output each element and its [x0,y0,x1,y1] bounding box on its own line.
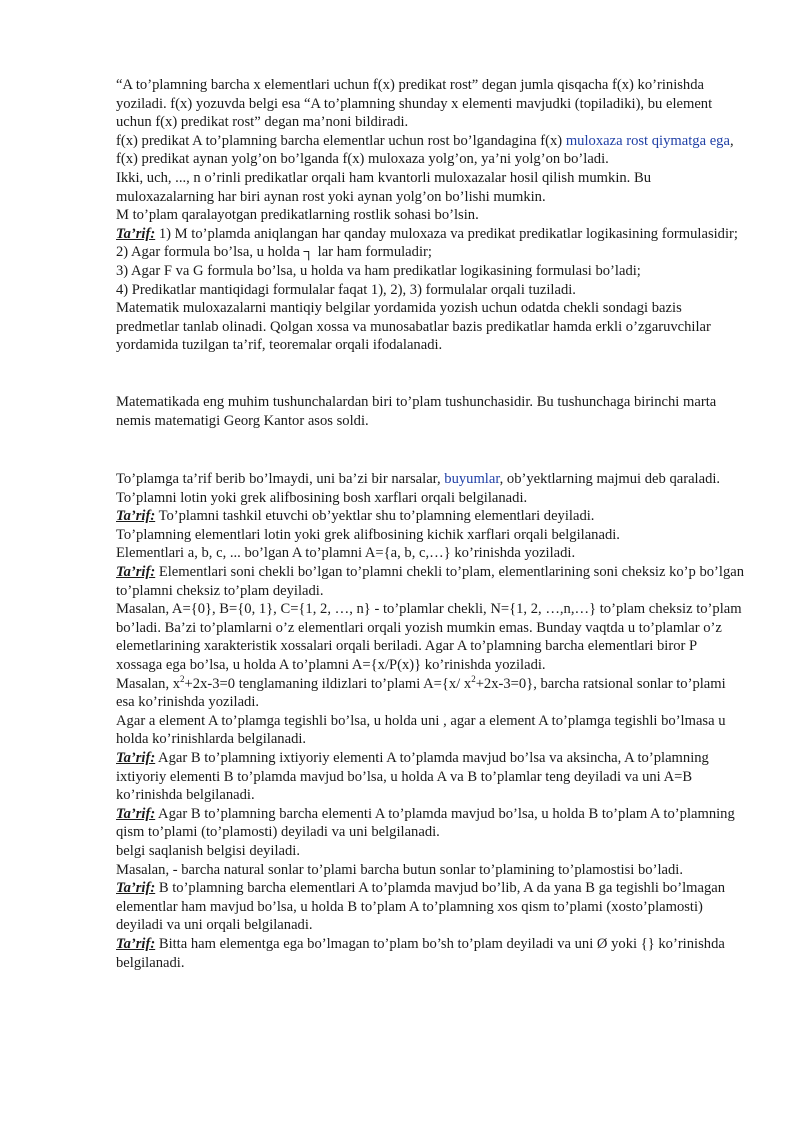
tarif-label: Ta’rif: [116,225,156,242]
spacer [116,355,746,393]
paragraph-11 [116,470,746,489]
text: 2) Agar formula bo’lsa, u holda [116,244,304,261]
tarif-label: Ta’rif: [116,935,156,952]
paragraph-14: To’plamning elementlari lotin yoki grek alifbosining kichik xarflari orqali belgilanadi. [116,526,620,543]
text: To’plamni tashkil etuvchi ob’yektlar shu to’plamning elementlari deyiladi. [155,508,595,525]
paragraph-9: Matematik muloxazalarni mantiqiy belgilar yordamida yozish uchun odatda chekli sondagi bazis predmetlar tanlab olinadi. Qolgan xossa va munosabatlar bazis predikatlar hamda erkli o’zgaruvchilar yordamida tuzilgan ta’rif, teoremalar orqali ifodalanadi. [116,300,711,354]
text: Masalan, x [116,675,181,692]
paragraph-6 [116,243,746,262]
paragraph-13 [116,507,746,526]
link-buyumlar[interactable]: buyumlar [444,471,500,488]
text: Agar B to’plamning ixtiyoriy elementi A to’plamda mavjud bo’lsa va aksincha, A to’plamning ixtiyoriy elementi B to’plamda mavjud bo’lsa, u holda A va B to’plamlar teng deyiladi va uni A=B ko’rinishda belgilanadi. [116,750,709,804]
paragraph-19: Agar a element A to’plamga tegishli bo’lsa, u holda uni , agar a element A to’plamga tegishli bo’lmasa u holda ko’rinishlarda belgilanadi. [116,712,726,748]
paragraph-17: Masalan, A={0}, B={0, 1}, C={1, 2, …, n} - to’plamlar chekli, N={1, 2, …,n,…} to’plam cheksiz to’plam bo’ladi. Ba’zi to’plamlarni o’z elementlari orqali yozish mumkin emas. Bunday vaqtda u to’plamlar o’z elemetlarining xarakteristik xossalari orqali beriladi. Agar A to’plamning barcha elementlari biror P xossaga ega bo’lsa, u holda A to’plamni A={x/P(x)} ko’rinishda yoziladi. [116,601,742,674]
tarif-label: Ta’rif: [116,805,156,822]
text: Elementlari soni chekli bo’lgan to’plamni chekli to’plam, elementlarining soni cheksiz ko’p bo’lgan to’plamni cheksiz to’plam deyiladi. [116,564,745,599]
negation-symbol: ┐ [303,244,314,261]
text: B to’plamning barcha elementlari A to’plamda mavjud bo’lib, A da yana B ga tegishli bo’lmagan elementlar ham mavjud bo’lsa, u holda B to’plam A to’plamning xos qism to’plami (xosto’plamosti) deyiladi va uni orqali belgilanadi. [116,880,726,934]
text: f(x) predikat A to’plamning barcha elementlar uchun rost bo’lgandagina f(x) [116,132,566,149]
text: Agar B to’plamning barcha elementi A to’plamda mavjud bo’lsa, u holda B to’plam A to’plamning qism to’plami (to’plamosti) deyiladi va uni belgilanadi. [116,805,735,841]
text: , ob’yektlarning majmui deb qaraladi. [499,471,721,488]
text: Bitta ham elementga ega bo’lmagan to’plam bo’sh to’plam deyiladi va uni Ø yoki {} ko’rinishda belgilanadi. [116,935,725,971]
paragraph-4: M to’plam qaralayotgan predikatlarning rostlik sohasi bo’lsin. [116,207,479,224]
paragraph-23: Masalan, - barcha natural sonlar to’plami barcha butun sonlar to’plamining to’plamostisi bo’ladi. [116,861,683,878]
text: , f(x) predikat aynan yolg’on bo’lganda f(x) muloxaza yolg’on, ya’ni yolg’on bo’ladi. [116,132,734,168]
superscript: 2 [180,673,185,684]
paragraph-12: To’plamni lotin yoki grek alifbosining bosh xarflari orqali belgilanadi. [116,489,528,506]
paragraph-21 [116,805,746,842]
paragraph-7: 3) Agar F va G formula bo’lsa, u holda va ham predikatlar logikasining formulasi bo’ladi; [116,262,641,279]
paragraph-24 [116,879,746,935]
paragraph-10: Matematikada eng muhim tushunchalardan biri to’plam tushunchasidir. Bu tushunchaga birinchi marta nemis matematigi Georg Kantor asos soldi. [116,393,717,429]
paragraph-2 [116,132,746,169]
text: To’plamga ta’rif berib bo’lmaydi, uni ba’zi bir narsalar, [116,471,445,488]
text: +2x-3=0}, barcha ratsional sonlar to’plami esa ko’rinishda yoziladi. [116,675,726,711]
paragraph-5 [116,225,746,244]
tarif-label: Ta’rif: [116,880,156,897]
tarif-label: Ta’rif: [116,508,156,525]
paragraph-15: Elementlari a, b, c, ... bo’lgan A to’plamni A={a, b, c,…} ko’rinishda yoziladi. [116,545,576,562]
text: lar ham formuladir; [314,244,432,261]
paragraph-8: 4) Predikatlar mantiqidagi formulalar faqat 1), 2), 3) formulalar orqali tuziladi. [116,281,576,298]
tarif-label: Ta’rif: [116,564,156,581]
paragraph-3: Ikki, uch, ..., n o’rinli predikatlar orqali ham kvantorli muloxazalar hosil qilish mumkin. Bu muloxazalarning har biri aynan rost yoki aynan yolg’on bo’lishi mumkin. [116,169,652,205]
text: +2x-3=0 tenglamaning ildizlari to’plami A={x/ x [184,675,472,692]
paragraph-1: “A to’plamning barcha x elementlari uchun f(x) predikat rost” degan jumla qisqacha f(x) ko’rinishda yoziladi. f(x) yozuvda belgi esa “A to’plamning shunday x elementi mavjudki (topiladiki), bu element uchun f(x) predikat rost” degan ma’noni bildiradi. [116,77,713,131]
paragraph-25 [116,935,746,972]
spacer [116,430,746,470]
paragraph-16 [116,563,746,600]
paragraph-18 [116,675,746,712]
paragraph-20 [116,749,746,805]
tarif-label: Ta’rif: [116,750,156,766]
superscript: 2 [471,673,476,684]
text: 1) M to’plamda aniqlangan har qanday muloxaza va predikat predikatlar logikasining formulasidir; [155,225,738,242]
paragraph-22: belgi saqlanish belgisi deyiladi. [116,842,301,859]
document-page [116,76,746,972]
link-muloxaza-rost[interactable]: muloxaza rost qiymatga ega [565,132,730,149]
